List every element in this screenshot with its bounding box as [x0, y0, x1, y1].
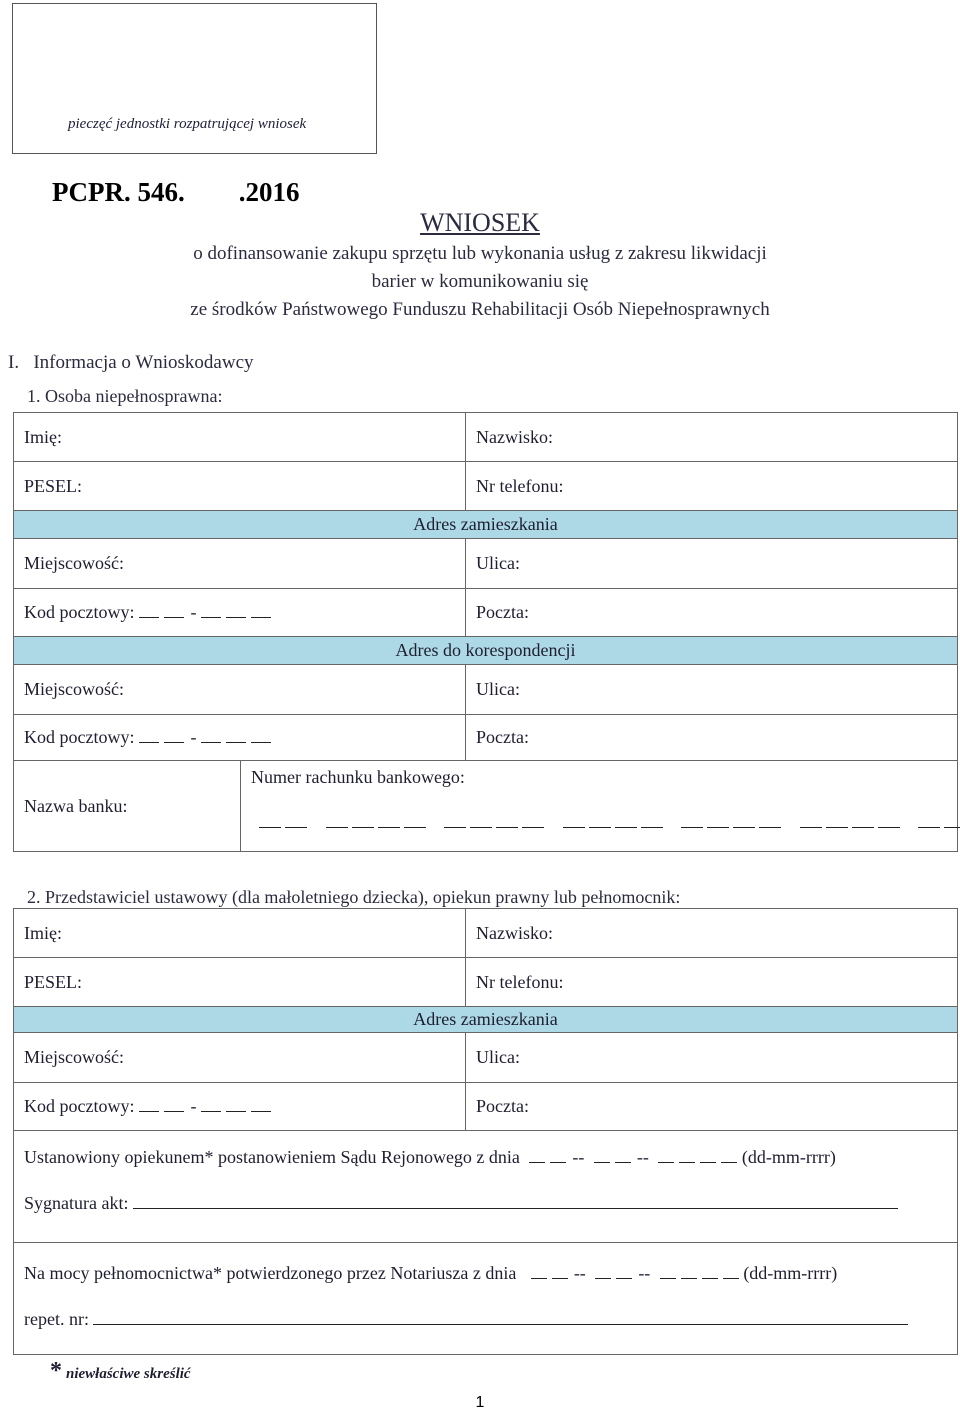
- rep-street-label: Ulica:: [476, 1047, 520, 1067]
- postal-separator: -: [190, 602, 197, 622]
- city2-label: Miejscowość:: [24, 679, 124, 699]
- footnote: [50, 1358, 191, 1385]
- account-number-field[interactable]: [241, 761, 958, 852]
- person1-heading: 1. Osoba niepełnosprawna:: [27, 386, 223, 406]
- post-office-label: Poczta:: [476, 602, 529, 622]
- guardian-date-format: (dd-mm-rrrr): [741, 1147, 836, 1167]
- rep-post-office-field[interactable]: [466, 1083, 958, 1131]
- street-field[interactable]: [466, 539, 958, 589]
- repet-number-line[interactable]: [24, 1308, 947, 1330]
- rep-city-label: Miejscowość:: [24, 1047, 124, 1067]
- page-number: 1: [475, 1394, 485, 1411]
- notary-line: [24, 1263, 947, 1284]
- guardian-date-sep-1: --: [572, 1147, 585, 1167]
- repet-number-label: repet. nr:: [24, 1309, 89, 1329]
- correspondence-banner: Adres do korespondencji: [14, 637, 958, 665]
- rep-phone-field[interactable]: [466, 958, 958, 1007]
- bank-name-label: Nazwa banku:: [24, 795, 128, 816]
- street-label: Ulica:: [476, 553, 520, 573]
- rep-street-field[interactable]: [466, 1033, 958, 1083]
- postal-code2-field[interactable]: [14, 715, 466, 761]
- street2-field[interactable]: [466, 665, 958, 715]
- postal-separator-2: -: [190, 727, 197, 747]
- notary-section: [14, 1243, 958, 1355]
- subtitle-line-2: barier w komunikowaniu się: [371, 271, 589, 292]
- subtitle-line-3: ze środków Państwowego Funduszu Rehabilitacji Osób Niepełnosprawnych: [190, 299, 770, 320]
- case-number-label: Sygnatura akt:: [24, 1193, 129, 1213]
- city-label: Miejscowość:: [24, 553, 124, 573]
- postal-code-field[interactable]: [14, 589, 466, 637]
- guardian-line: [24, 1147, 947, 1168]
- post-office2-field[interactable]: [466, 715, 958, 761]
- postal-code2-label: Kod pocztowy:: [24, 727, 135, 747]
- case-number-line[interactable]: [24, 1192, 947, 1214]
- rep-last-name-label: Nazwisko:: [476, 922, 553, 943]
- stamp-label: pieczęć jednostki rozpatrującej wniosek: [68, 116, 307, 132]
- pesel-label: PESEL:: [24, 475, 83, 496]
- account-digit-blanks: [259, 812, 947, 833]
- rep-first-name-field[interactable]: [14, 909, 466, 958]
- rep-postal-code-label: Kod pocztowy:: [24, 1096, 135, 1116]
- person2-heading: 2. Przedstawiciel ustawowy (dla małoletniego dziecka), opiekun prawny lub pełnomocnik:: [27, 887, 681, 907]
- postal-code-label: Kod pocztowy:: [24, 602, 135, 622]
- guardian-date-sep-2: --: [636, 1147, 649, 1167]
- rep-pesel-field[interactable]: [14, 958, 466, 1007]
- notary-date-format: (dd-mm-rrrr): [743, 1263, 838, 1283]
- first-name-label: Imię:: [24, 426, 62, 447]
- notary-date-sep-2: --: [638, 1263, 651, 1283]
- rep-city-field[interactable]: [14, 1033, 466, 1083]
- rep-postal-separator: -: [190, 1096, 197, 1116]
- first-name-field[interactable]: [14, 413, 466, 462]
- person2-table: [13, 908, 958, 1355]
- rep-last-name-field[interactable]: [466, 909, 958, 958]
- pesel-field[interactable]: [14, 462, 466, 511]
- notary-date-sep-1: --: [573, 1263, 586, 1283]
- case-number-blank[interactable]: [133, 1192, 898, 1209]
- reference-number: PCPR. 546. .2016: [52, 177, 300, 207]
- footnote-text: niewłaściwe skreślić: [66, 1366, 191, 1382]
- phone-field[interactable]: [466, 462, 958, 511]
- guardian-text: Ustanowiony opiekunem* postanowieniem Sądu Rejonowego z dnia: [24, 1147, 520, 1167]
- rep-pesel-label: PESEL:: [24, 971, 83, 992]
- repet-number-blank[interactable]: [93, 1308, 908, 1325]
- rep-post-office-label: Poczta:: [476, 1096, 529, 1116]
- post-office-field[interactable]: [466, 589, 958, 637]
- section-title: I. Informacja o Wnioskodawcy: [8, 352, 254, 373]
- phone-label: Nr telefonu:: [476, 475, 564, 496]
- rep-first-name-label: Imię:: [24, 922, 62, 943]
- account-number-label: Numer rachunku bankowego:: [251, 767, 465, 787]
- rep-postal-code-field[interactable]: [14, 1083, 466, 1131]
- footnote-star: *: [50, 1358, 62, 1384]
- street2-label: Ulica:: [476, 679, 520, 699]
- last-name-field[interactable]: [466, 413, 958, 462]
- subtitle-line-1: o dofinansowanie zakupu sprzętu lub wykonania usług z zakresu likwidacji: [193, 243, 767, 264]
- document-title: WNIOSEK: [420, 208, 540, 237]
- notary-text: Na mocy pełnomocnictwa* potwierdzonego przez Notariusza z dnia: [24, 1263, 517, 1283]
- city2-field[interactable]: [14, 665, 466, 715]
- bank-name-field[interactable]: [14, 761, 241, 852]
- residence-banner: Adres zamieszkania: [14, 511, 958, 539]
- rep-residence-banner: Adres zamieszkania: [14, 1007, 958, 1033]
- last-name-label: Nazwisko:: [476, 426, 553, 447]
- rep-phone-label: Nr telefonu:: [476, 971, 564, 992]
- post-office2-label: Poczta:: [476, 727, 529, 747]
- city-field[interactable]: [14, 539, 466, 589]
- person1-table: [13, 412, 958, 852]
- guardian-section: [14, 1131, 958, 1243]
